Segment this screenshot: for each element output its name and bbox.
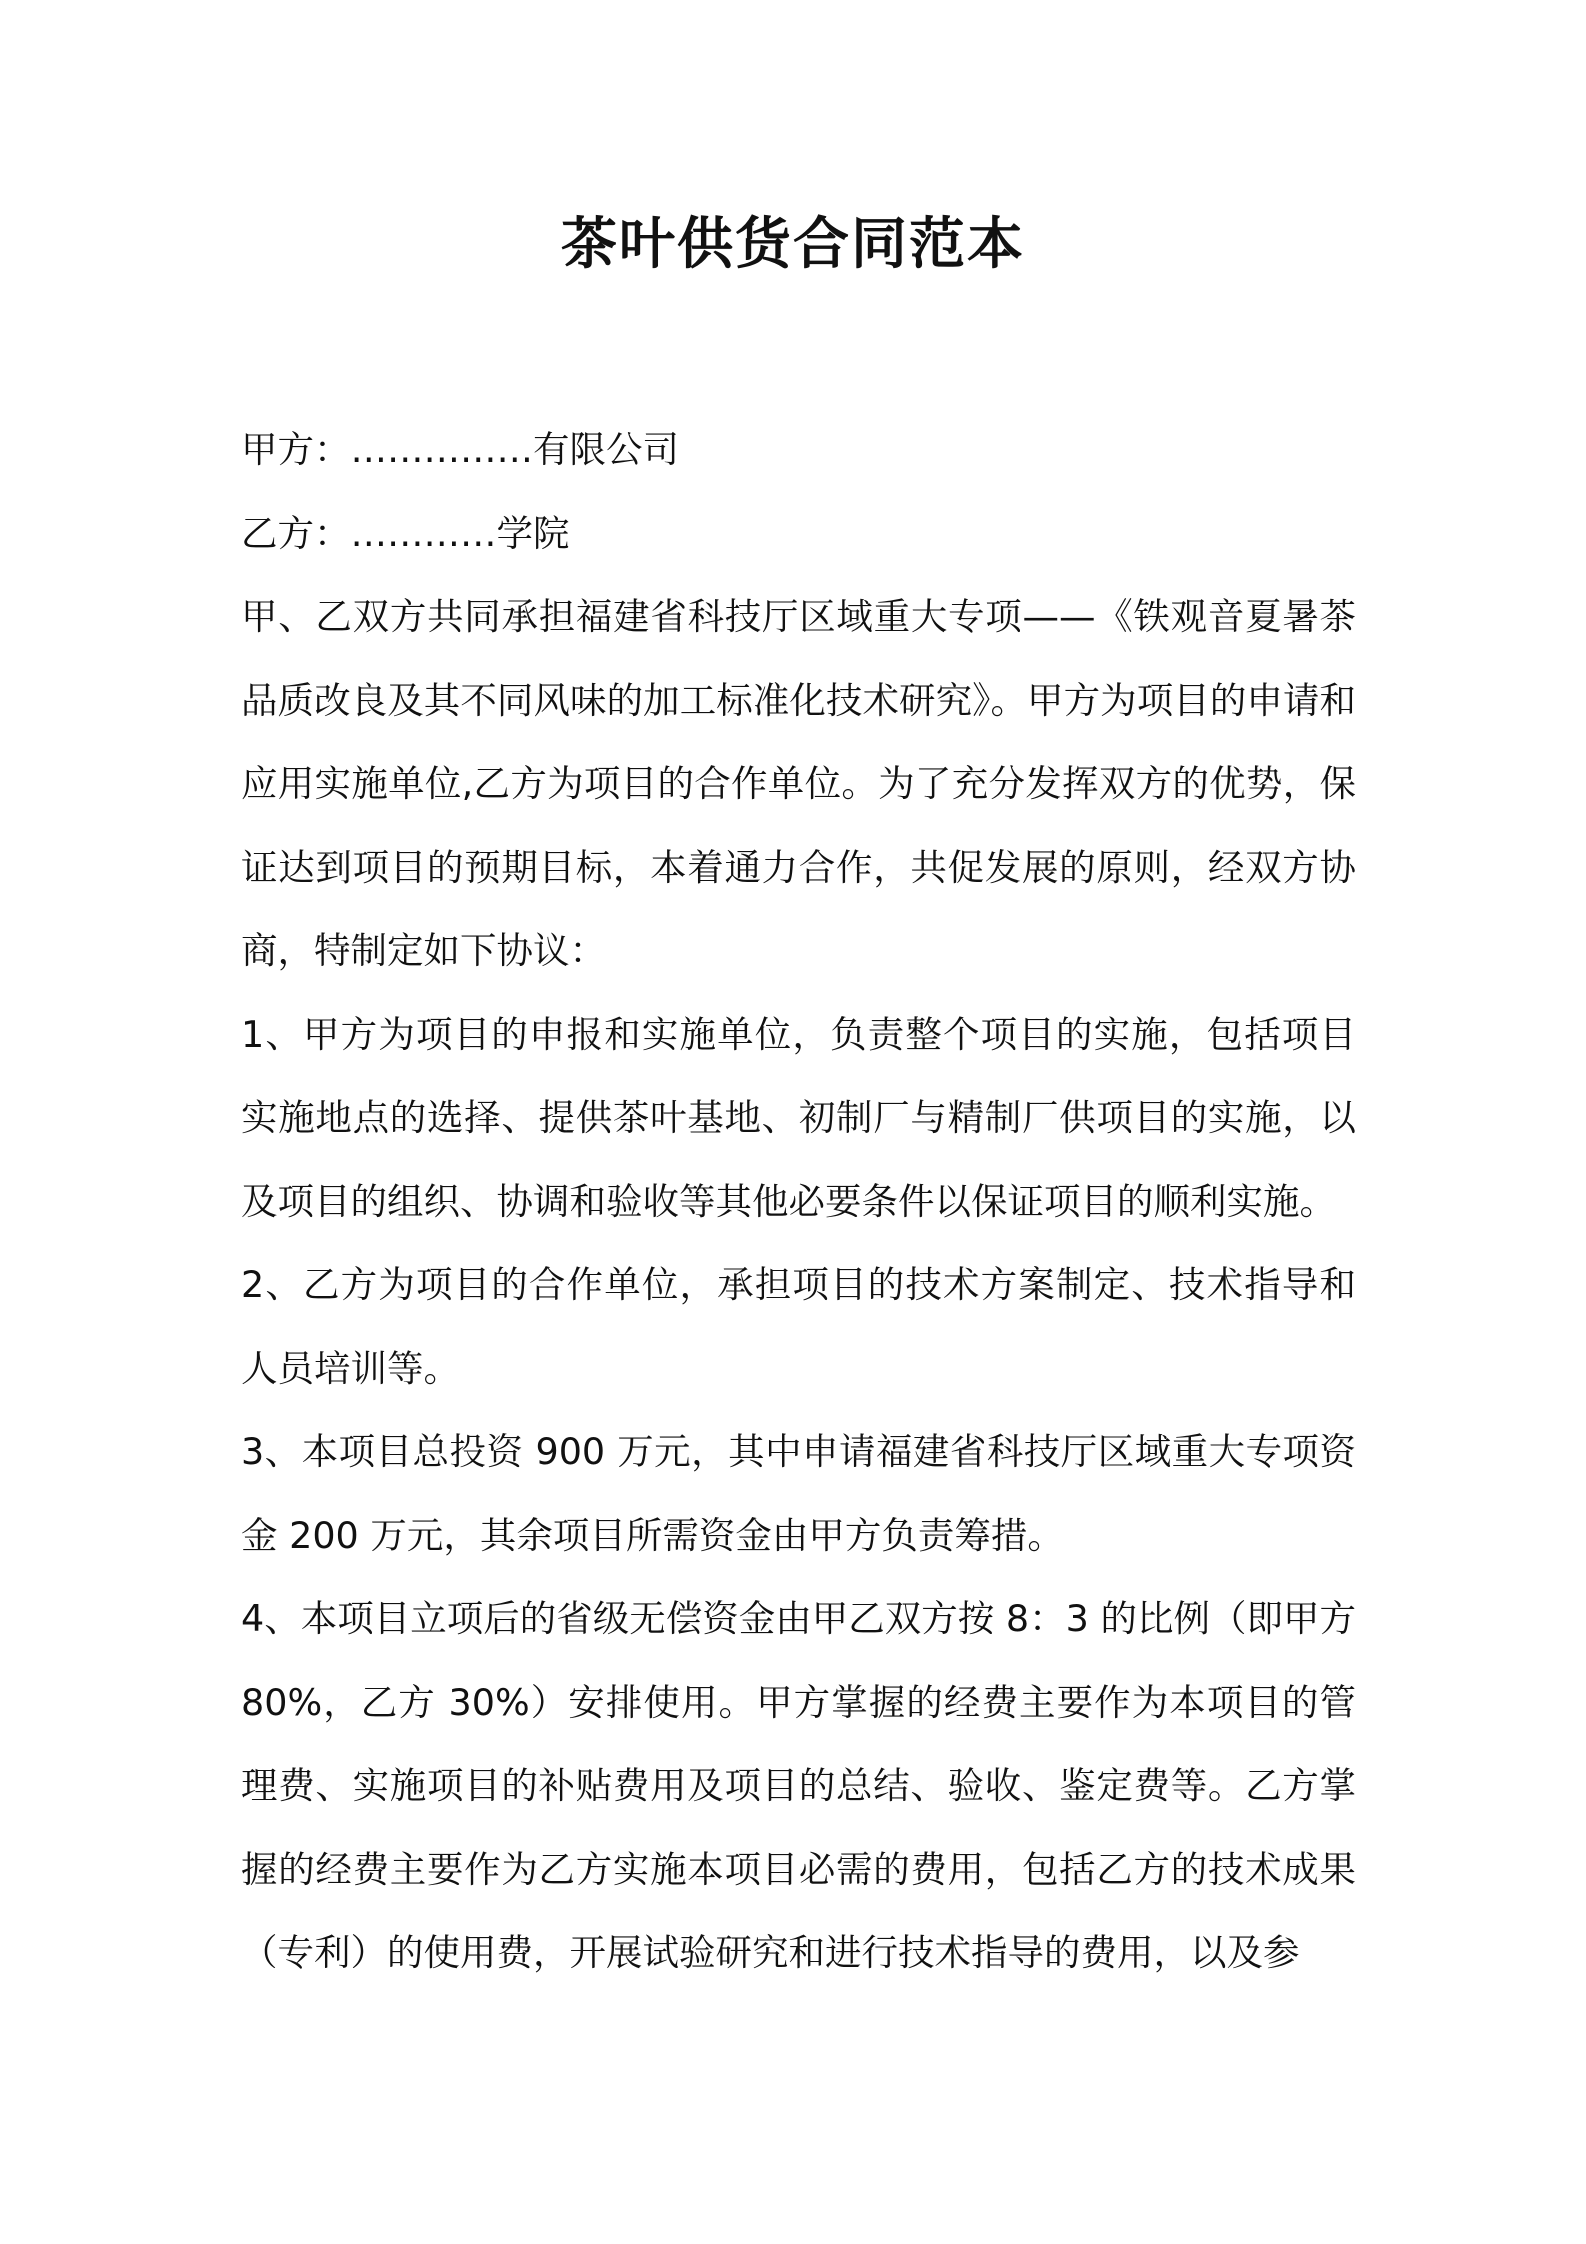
intro-paragraph: 甲、乙双方共同承担福建省科技厅区域重大专项——《铁观音夏暑茶品质改良及其不同风味的加工标准化技术研究》。甲方为项目的申请和应用实施单位,乙方为项目的合作单位。为了充分发挥双方的优势，保证达到项目的预期目标，本着通力合作，共促发展的原则，经双方协商，特制定如下协议： (241, 595, 1356, 972)
clause-1: 1、甲方为项目的申报和实施单位，负责整个项目的实施，包括项目实施地点的选择、提供茶叶基地、初制厂与精制厂供项目的实施，以及项目的组织、协调和验收等其他必要条件以保证项目的顺利实施。 (241, 1012, 1356, 1223)
party-b-line: 乙方：…………学院 (241, 511, 570, 555)
clause-2: 2、乙方为项目的合作单位，承担项目的技术方案制定、技术指导和人员培训等。 (241, 1263, 1356, 1390)
clause-3: 3、本项目总投资 900 万元，其中申请福建省科技厅区域重大专项资金 200 万元，其余项目所需资金由甲方负责筹措。 (241, 1430, 1356, 1557)
party-a-line: 甲方：……………有限公司 (241, 428, 679, 471)
document-body (241, 408, 1356, 1995)
document-title: 茶叶供货合同范本 (561, 212, 1025, 277)
clause-4: 4、本项目立项后的省级无偿资金由甲乙双方按 8：3 的比例（即甲方 80%，乙方 30%）安排使用。甲方掌握的经费主要作为本项目的管理费、实施项目的补贴费用及项目的总结、验收、鉴定费等。乙方掌握的经费主要作为乙方实施本项目必需的费用，包括乙方的技术成果（专利）的使用费，开展试验研究和进行技术指导的费用，以及参 (241, 1597, 1356, 1974)
